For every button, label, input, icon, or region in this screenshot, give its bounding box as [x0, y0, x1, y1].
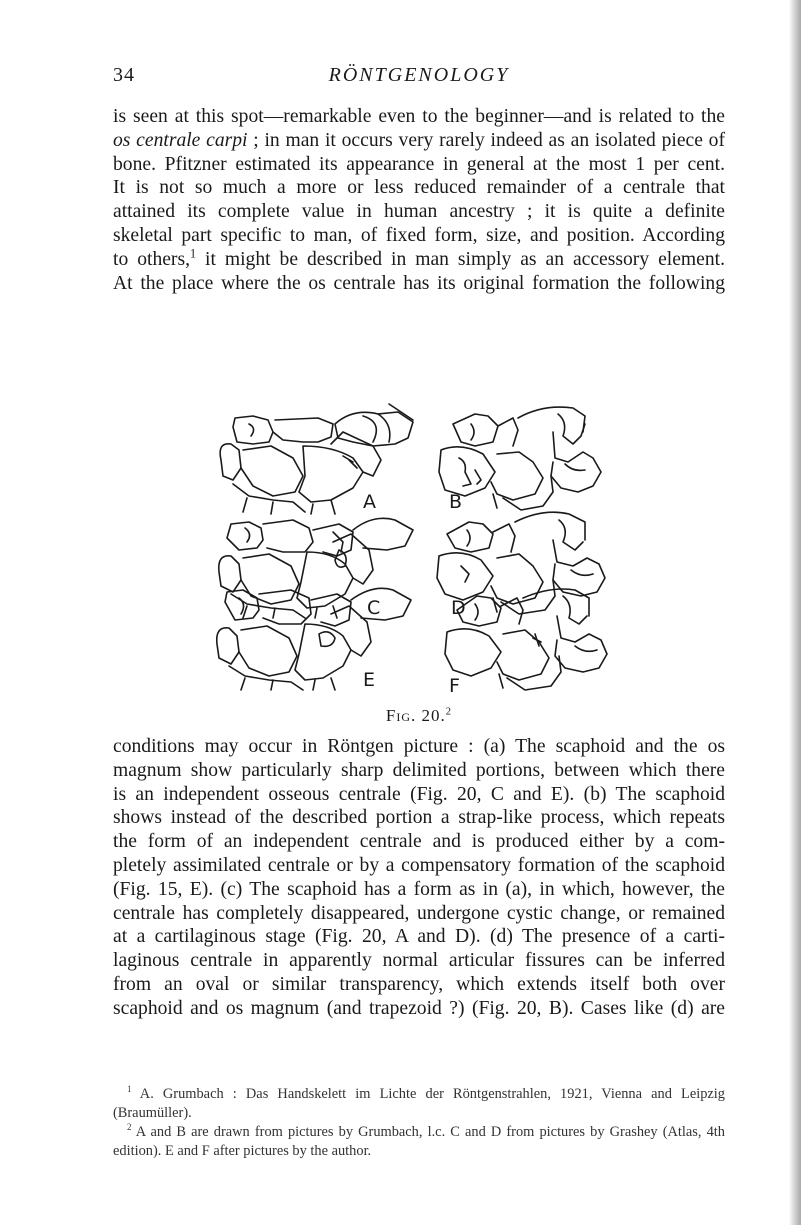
caption-footnote-ref: 2 — [445, 706, 453, 718]
figure-carpal-drawings — [213, 402, 613, 702]
panel-label-d: D — [451, 597, 466, 619]
footnotes — [113, 1085, 725, 1161]
italic-term: os centrale carpi — [113, 129, 248, 151]
panel-label-a: A — [363, 491, 376, 513]
panel-label-b: B — [449, 491, 463, 513]
text-line: pletely assimilated centrale or by a compensatory formation of the scaphoid — [113, 854, 725, 876]
footnote-2 — [113, 1123, 725, 1161]
text-line: attained its complete value in human ancestry ; it is quite a definite — [113, 201, 725, 223]
text-line: It is not so much a more or less reduced remainder of a centrale that — [113, 177, 725, 199]
panel-f-drawing — [445, 589, 607, 690]
running-title: RÖNTGENOLOGY — [328, 64, 510, 86]
text-line: bone. Pfitzner estimated its appearance in general at the most 1 per cent. — [113, 153, 725, 175]
panel-b-drawing — [439, 407, 601, 510]
text-fragment: it might be described in man simply as an accessory element. — [205, 248, 725, 270]
footnote-ref-1: 1 — [189, 246, 197, 261]
text-line: At the place where the os centrale has its original formation the following — [113, 272, 725, 294]
page-header — [113, 64, 725, 90]
paragraph-2 — [113, 735, 725, 1021]
footnote-1 — [113, 1085, 725, 1123]
panel-label-c: C — [367, 597, 381, 619]
text-fragment: to others, — [113, 248, 190, 270]
text-line: shows instead of the described portion a strap-like process, which repeats — [113, 807, 725, 829]
footnote-mark: 2 — [127, 1122, 132, 1133]
text-line: the form of an independent centrale and is produced either by a com- — [113, 831, 725, 853]
text-line: os centrale carpi ; in man it occurs very rarely indeed as an isolated piece of — [113, 129, 726, 151]
text-line: is seen at this spot—remarkable even to the beginner—and is related to the — [113, 106, 725, 127]
page-edge-shadow — [789, 0, 801, 1225]
text-line: conditions may occur in Röntgen picture : (a) The scaphoid and the os — [113, 736, 725, 757]
panel-a-drawing — [220, 404, 413, 514]
text-line: skeletal part specific to man, of fixed form, size, and position. According — [113, 224, 725, 246]
footnote-text: A and B are drawn from pictures by Grumbach, l.c. C and D from pictures by Grashey (Atlas, 4th edition). E and F after pictures by the author. — [113, 1124, 725, 1159]
panel-label-f: F — [449, 675, 460, 697]
text-line — [113, 248, 725, 272]
panel-label-e: E — [363, 669, 376, 691]
text-line: laginous centrale in apparently normal articular fissures can be inferred — [113, 950, 725, 972]
text-line: centrale has completely disappeared, undergone cystic change, or remained — [113, 902, 725, 924]
text-line: (Fig. 15, E). (c) The scaphoid has a form as in (a), in which, however, the — [113, 878, 725, 900]
text-line: from an oval or similar transparency, which extends itself both over — [113, 973, 725, 995]
carpal-line-drawings — [213, 402, 613, 702]
paragraph-1 — [113, 105, 725, 295]
caption-label: Fig. — [385, 706, 417, 725]
footnote-mark: 1 — [127, 1084, 132, 1095]
text-line: at a cartilaginous stage (Fig. 20, A and D). (d) The presence of a carti- — [113, 926, 725, 948]
panel-c-drawing — [219, 518, 413, 618]
caption-number: 20. — [421, 706, 446, 725]
figure-caption — [113, 706, 725, 726]
text-line: magnum show particularly sharp delimited portions, between which there — [113, 759, 725, 781]
text-line: scaphoid and os magnum (and trapezoid ?) (Fig. 20, B). Cases like (d) are — [113, 997, 725, 1019]
text-line: is an independent osseous centrale (Fig. 20, C and E). (b) The scaphoid — [113, 783, 725, 805]
footnote-text: A. Grumbach : Das Handskelett im Lichte der Röntgenstrahlen, 1921, Vienna and Leipzig (Braumüller). — [113, 1086, 725, 1121]
page-number: 34 — [113, 64, 135, 86]
